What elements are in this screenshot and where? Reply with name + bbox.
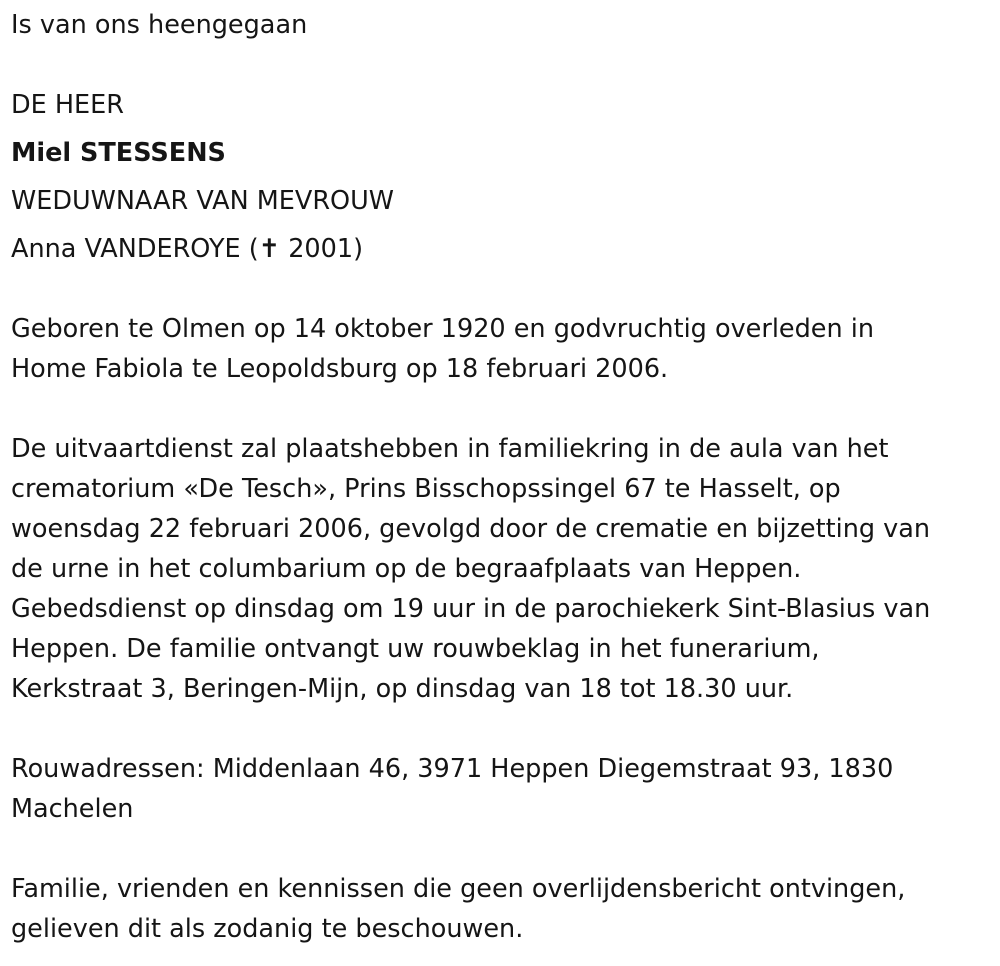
service-line: De uitvaartdienst zal plaatshebben in familiekring in de aula van het bbox=[11, 434, 889, 464]
service-line: Kerkstraat 3, Beringen-Mijn, op dinsdag van 18 tot 18.30 uur. bbox=[11, 674, 794, 704]
deceased-name: Miel STESSENS bbox=[11, 138, 226, 168]
closing-line: gelieven dit als zodanig te beschouwen. bbox=[11, 914, 524, 944]
intro-text: Is van ons heengegaan bbox=[11, 10, 308, 40]
closing-paragraph bbox=[11, 869, 986, 949]
title-text: DE HEER bbox=[11, 90, 124, 120]
birth-paragraph bbox=[11, 309, 986, 389]
birth-line: Geboren te Olmen op 14 oktober 1920 en godvruchtig overleden in bbox=[11, 314, 874, 344]
service-line: woensdag 22 februari 2006, gevolgd door de crematie en bijzetting van bbox=[11, 514, 931, 544]
service-line: Heppen. De familie ontvangt uw rouwbeklag in het funerarium, bbox=[11, 634, 820, 664]
service-line: crematorium «De Tesch», Prins Bisschopssingel 67 te Hasselt, op bbox=[11, 474, 841, 504]
address-line: Machelen bbox=[11, 794, 134, 824]
addresses-paragraph bbox=[11, 749, 986, 829]
service-paragraph bbox=[11, 429, 986, 709]
address-line: Rouwadressen: Middenlaan 46, 3971 Heppen Diegemstraat 93, 1830 bbox=[11, 754, 894, 784]
spouse-text: Anna VANDEROYE (✝ 2001) bbox=[11, 234, 364, 264]
birth-line: Home Fabiola te Leopoldsburg op 18 februari 2006. bbox=[11, 354, 669, 384]
service-line: de urne in het columbarium op de begraafplaats van Heppen. bbox=[11, 554, 802, 584]
service-line: Gebedsdienst op dinsdag om 19 uur in de parochiekerk Sint-Blasius van bbox=[11, 594, 931, 624]
relation-text: WEDUWNAAR VAN MEVROUW bbox=[11, 186, 394, 216]
closing-line: Familie, vrienden en kennissen die geen overlijdensbericht ontvingen, bbox=[11, 874, 906, 904]
